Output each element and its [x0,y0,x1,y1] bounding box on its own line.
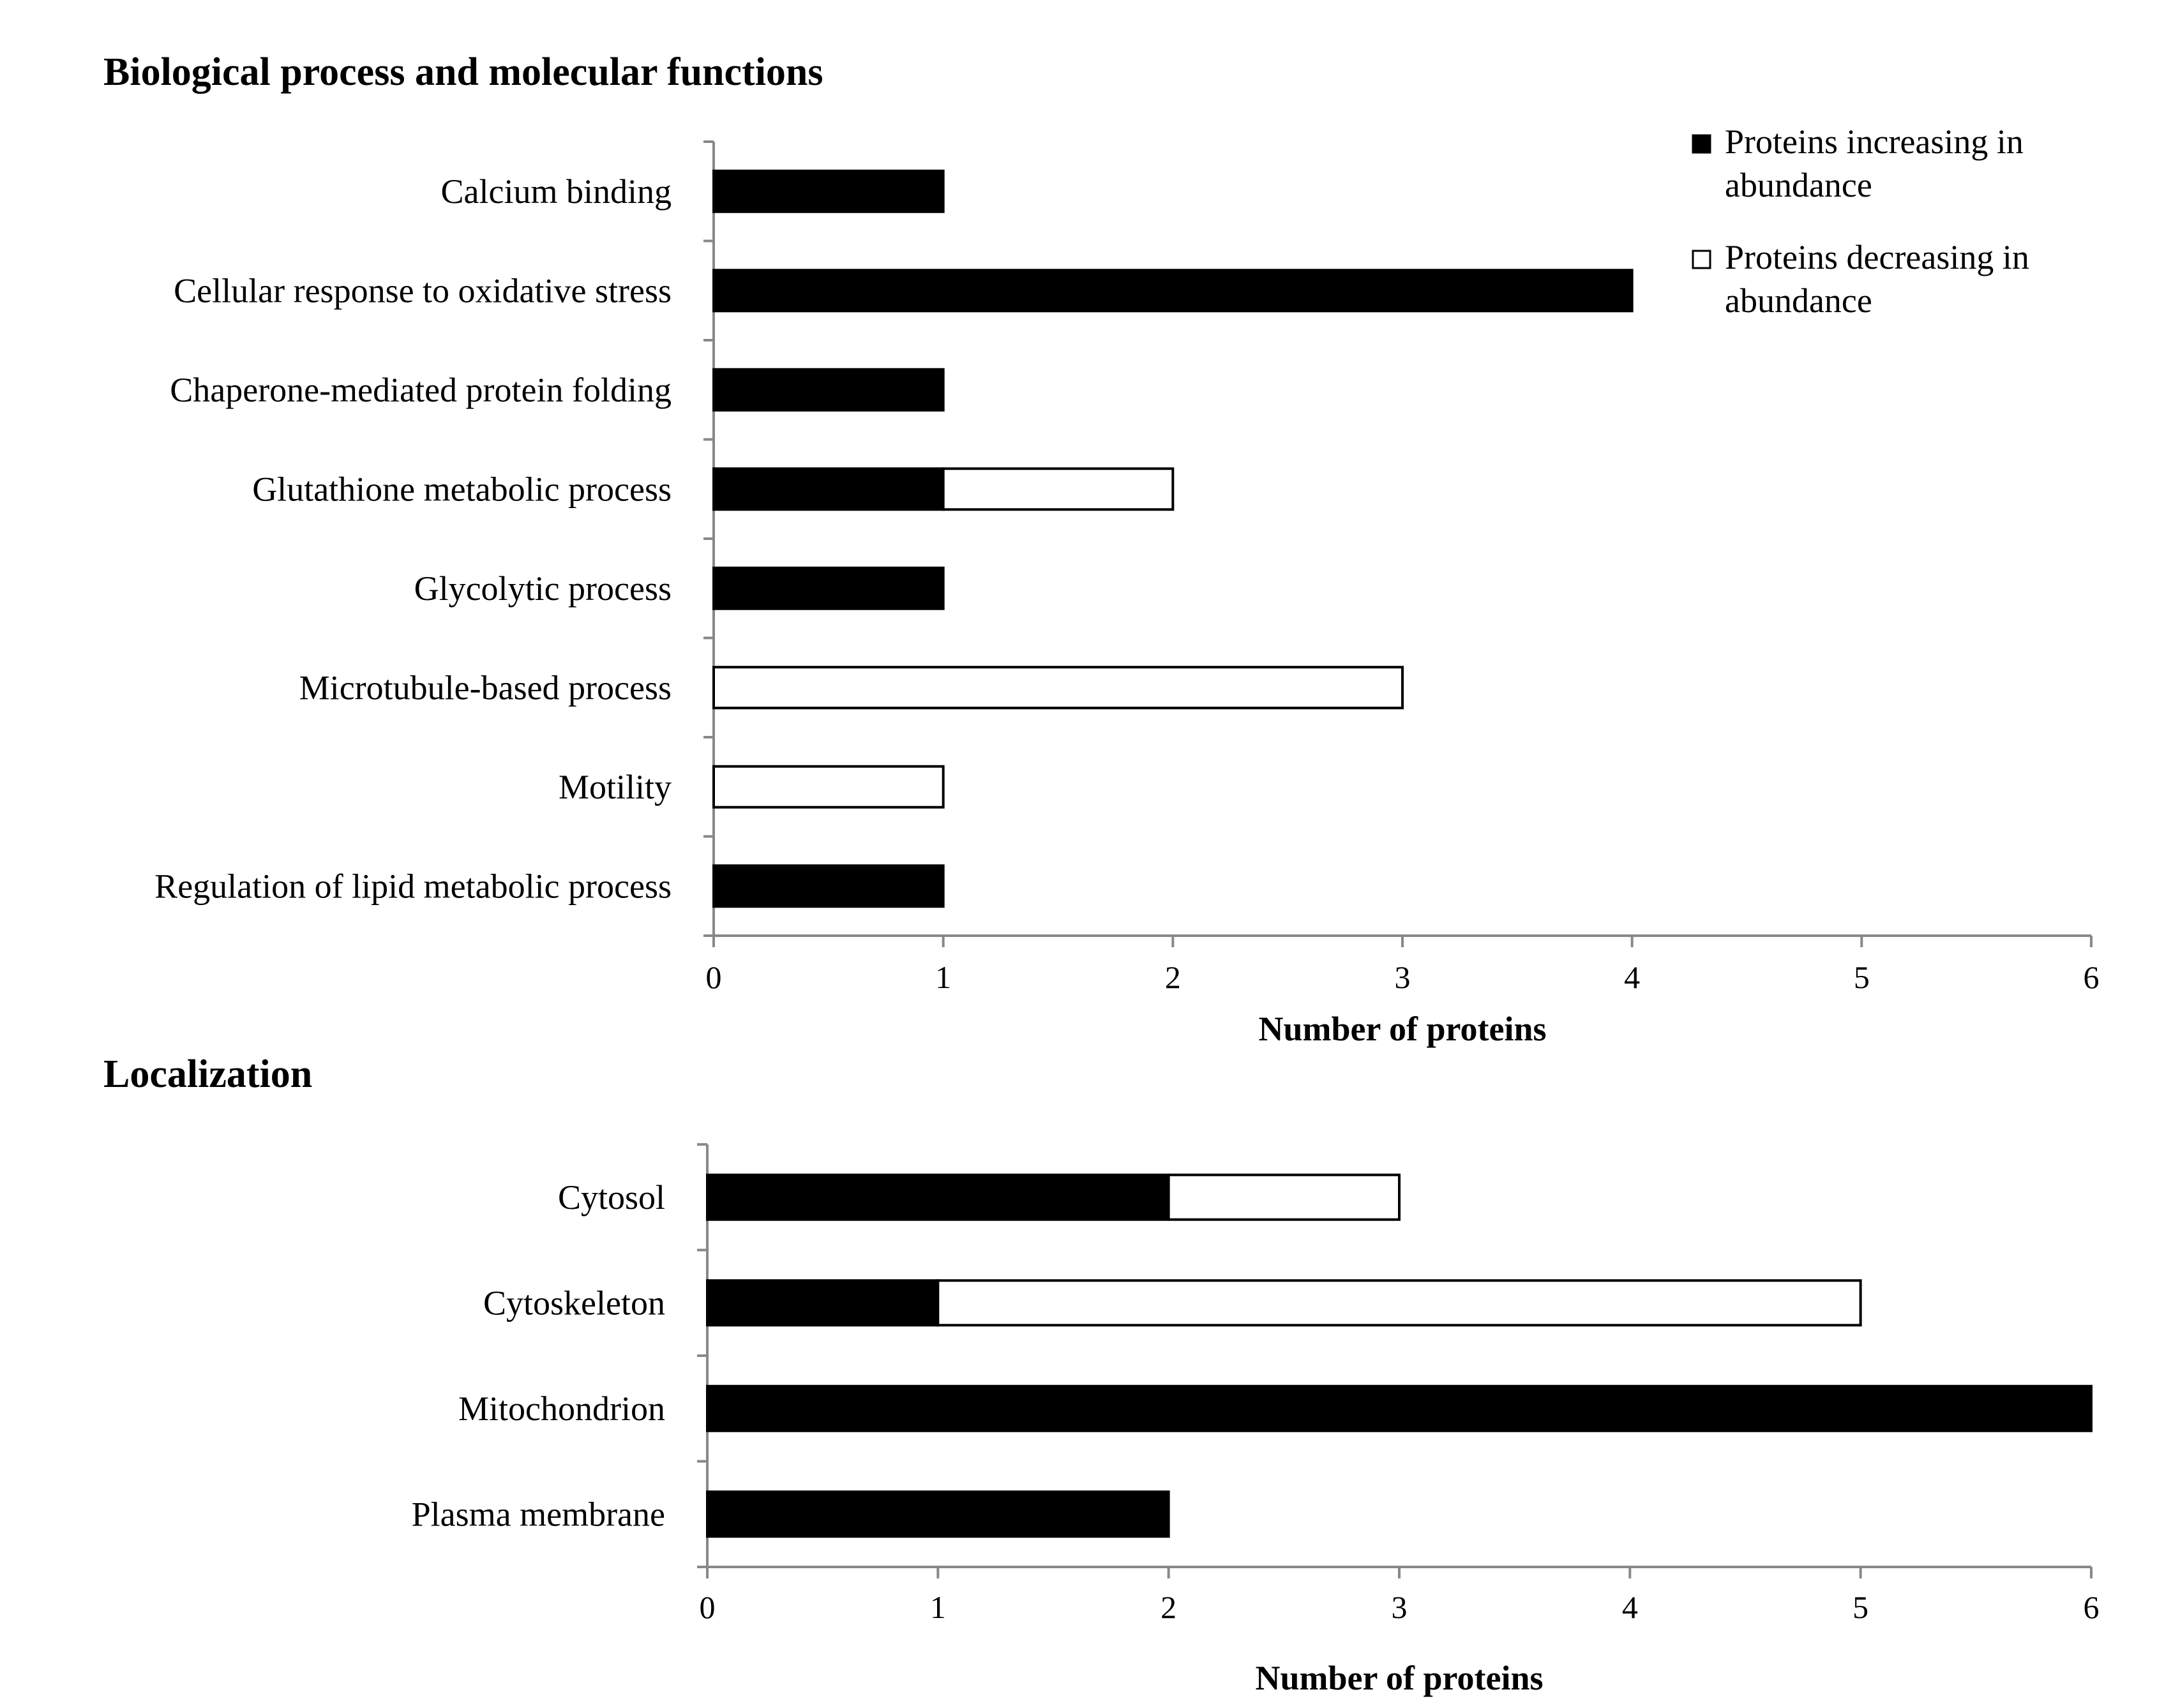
x-tick-label: 5 [1852,1589,1869,1625]
legend-increasing-line2: abundance [1725,166,1872,204]
category-label: Plasma membrane [411,1495,665,1534]
category-label: Cytosol [557,1178,665,1217]
legend-increasing-line1: Proteins increasing in [1725,123,2024,161]
category-label: Mitochondrion [458,1389,665,1428]
category-label: Glycolytic process [414,569,672,608]
x-tick-label: 3 [1394,959,1411,995]
legend [1693,123,2029,320]
category-label: Calcium binding [440,172,672,211]
bar-increasing [714,568,943,609]
category-label: Glutathione metabolic process [252,470,672,509]
category-label: Chaperone-mediated protein folding [170,370,672,409]
bar-increasing [707,1280,938,1325]
category-label: Motility [558,767,672,806]
category-label: Cytoskeleton [483,1284,665,1322]
legend-decreasing-line1: Proteins decreasing in [1725,238,2029,276]
x-tick-label: 1 [929,1589,946,1625]
x-tick-label: 0 [699,1589,716,1625]
bar-decreasing [714,667,1402,708]
bar-decreasing [938,1280,1860,1325]
x-tick-label: 5 [1853,959,1870,995]
legend-swatch-increasing [1693,135,1710,153]
bar-increasing [714,270,1632,311]
x-tick-label: 6 [2083,1589,2100,1625]
x-tick-label: 1 [935,959,952,995]
category-label: Microtubule-based process [299,668,672,707]
bar-increasing [714,865,943,906]
bar-increasing [714,370,943,410]
x-tick-label: 6 [2083,959,2100,995]
chart-title: Biological process and molecular functions [103,50,823,94]
x-tick-label: 4 [1621,1589,1638,1625]
bar-increasing [714,468,943,509]
bar-increasing [707,1175,1169,1220]
x-axis-title: Number of proteins [1258,1010,1547,1048]
bar-increasing [714,171,943,212]
chart-title: Localization [103,1053,313,1096]
x-tick-label: 2 [1161,1589,1177,1625]
x-tick-label: 2 [1164,959,1181,995]
bar-decreasing [943,468,1173,509]
x-tick-label: 4 [1624,959,1641,995]
legend-swatch-decreasing [1693,251,1710,268]
category-label: Regulation of lipid metabolic process [154,867,672,906]
x-axis-title: Number of proteins [1255,1659,1544,1697]
x-tick-label: 0 [705,959,722,995]
bar-decreasing [1169,1175,1399,1220]
bar-increasing [707,1492,1169,1536]
legend-decreasing-line2: abundance [1725,281,1872,320]
x-tick-label: 3 [1391,1589,1408,1625]
bar-increasing [707,1386,2091,1431]
bar-decreasing [714,767,943,807]
panel-localization [103,1053,2100,1697]
category-label: Cellular response to oxidative stress [174,271,672,310]
